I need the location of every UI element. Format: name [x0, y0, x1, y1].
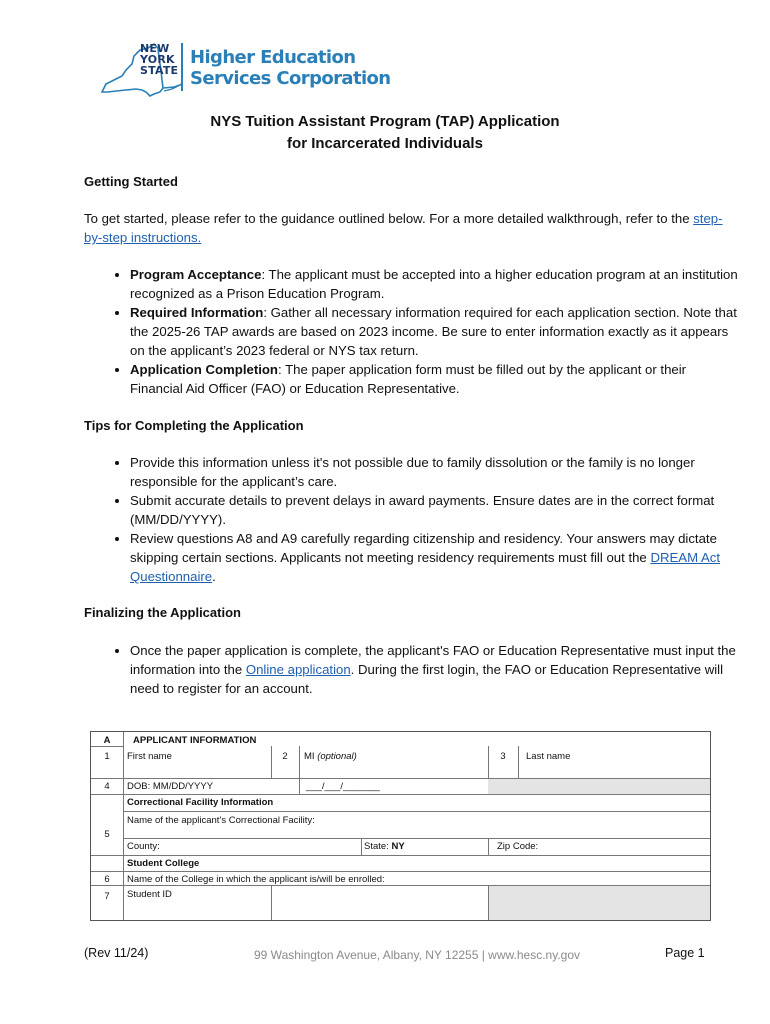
list-item: • Provide this information unless it's not possible due to family dissolution or the family is no longer responsible for the applicant’s care.	[130, 453, 742, 491]
step-by-step-instructions-link[interactable]: step-by-step instructions.	[84, 211, 723, 245]
list-item: • Application Completion: The paper application form must be filled out by the applicant or their Financial Aid Officer (FAO) or Education Representative.	[130, 360, 742, 398]
online-application-link[interactable]: Online application	[245, 662, 351, 677]
list-item: • Required Information: Gather all necessary information required for each application section. Note that the 2025-26 TAP awards are based on 2023 income. Be sure to enter information exactly as it appears on the applicant’s 2023 federal or NYS tax return.	[130, 303, 742, 360]
getting-started-heading: Getting Started	[84, 174, 178, 189]
getting-started-list	[104, 265, 742, 398]
row-number: 7	[104, 891, 110, 902]
tips-heading: Tips for Completing the Application	[84, 418, 304, 433]
logo-divider	[181, 43, 183, 91]
page-number: Page 1	[665, 946, 705, 960]
new-york-state-wordmark: NEW YORK STATE	[140, 42, 179, 77]
state-field: State: NY	[364, 841, 405, 852]
list-item: • Submit accurate details to prevent delays in award payments. Ensure dates are in the correct format (MM/DD/YYYY).	[130, 491, 742, 529]
hesc-logo-text: Higher Education Services Corporation	[190, 47, 391, 89]
shaded-cell	[488, 778, 710, 794]
first-name-field[interactable]: First name	[127, 751, 172, 762]
middle-initial-field[interactable]: MI (optional)	[304, 751, 357, 762]
list-item: • Program Acceptance: The applicant must be accepted into a higher education program at an institution recognized as a Prison Education Program.	[130, 265, 742, 303]
applicant-information-form	[90, 731, 711, 921]
facility-heading: Correctional Facility Information	[127, 797, 274, 808]
row-number: 1	[104, 751, 110, 762]
student-id-field[interactable]: Student ID	[127, 889, 172, 900]
page-title: NYS Tuition Assistant Program (TAP) Application for Incarcerated Individuals	[210, 113, 560, 152]
getting-started-intro: To get started, please refer to the guidance outlined below. For a more detailed walkthrough, refer to the step-by-step instructions.	[84, 211, 723, 245]
section-title: APPLICANT INFORMATION	[133, 735, 257, 746]
facility-name-field[interactable]: Name of the applicant’s Correctional Facility:	[127, 815, 315, 826]
list-item: • Once the paper application is complete, the applicant's FAO or Education Representative must input the information into the Online application. During the first login, the FAO or Education Representative will need to register for an account.	[130, 641, 742, 698]
zip-code-field[interactable]: Zip Code:	[497, 841, 539, 852]
footer-address: 99 Washington Avenue, Albany, NY 12255 | www.hesc.ny.gov	[254, 948, 580, 962]
section-letter: A	[103, 735, 111, 746]
dob-field[interactable]: ___/___/_______	[306, 781, 380, 792]
row-number: 2	[282, 751, 288, 762]
college-heading: Student College	[127, 858, 200, 869]
finalizing-heading: Finalizing the Application	[84, 605, 241, 620]
last-name-field[interactable]: Last name	[526, 751, 571, 762]
college-name-field[interactable]: Name of the College in which the applicant is/will be enrolled:	[127, 874, 385, 885]
county-field[interactable]: County:	[127, 841, 160, 852]
row-number: 6	[104, 874, 110, 885]
list-item: • Review questions A8 and A9 carefully regarding citizenship and residency. Your answers may dictate skipping certain sections. Applicants not meeting residency requirements must fill out the DREAM Act Questionnaire.	[130, 529, 742, 586]
row-number: 5	[104, 829, 110, 840]
row-number: 4	[104, 781, 110, 792]
revision-date: (Rev 11/24)	[84, 946, 149, 960]
finalizing-list	[104, 641, 742, 698]
dob-label: DOB: MM/DD/YYYY	[127, 781, 214, 792]
dream-act-questionnaire-link[interactable]: DREAM Act Questionnaire	[130, 550, 721, 584]
shaded-cell	[488, 885, 710, 920]
tips-list	[104, 453, 742, 586]
row-number: 3	[500, 751, 506, 762]
